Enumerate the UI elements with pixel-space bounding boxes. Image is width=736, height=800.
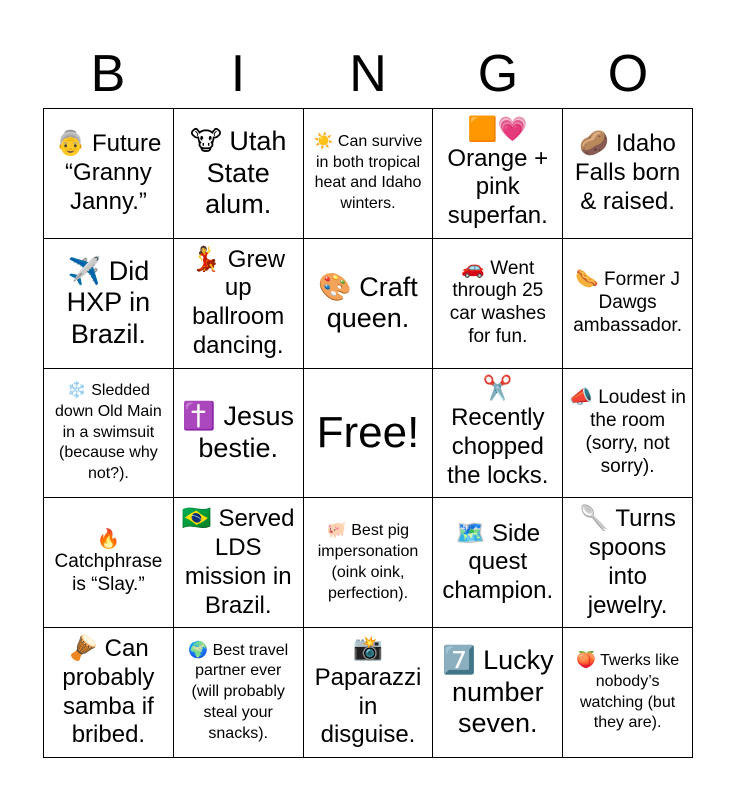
cell-text: ❄️ Sledded down Old Main in a swimsuit (because why not?). <box>55 382 162 483</box>
cell-text: 7️⃣ Lucky number seven. <box>441 645 554 739</box>
bingo-cell[interactable] <box>563 369 693 499</box>
cell-text: 🟧💗 Orange + pink superfan. <box>447 115 549 230</box>
bingo-cell[interactable] <box>563 498 693 628</box>
bingo-cell[interactable] <box>174 369 304 499</box>
cell-text: 🐖 Best pig impersonation (oink oink, perfection). <box>317 522 419 602</box>
bingo-cell[interactable] <box>174 628 304 758</box>
header-letter-i: I <box>230 45 246 103</box>
cell-text: 👵 Future “Granny Janny.” <box>55 130 162 215</box>
cell-text: 🌭 Former J Dawgs ambassador. <box>573 269 682 336</box>
bingo-header <box>43 40 693 108</box>
bingo-cell[interactable] <box>304 109 434 239</box>
cell-text: ✈️ Did HXP in Brazil. <box>66 255 151 349</box>
cell-text: ☀️ Can survive in both tropical heat and Idaho winters. <box>313 132 423 213</box>
cell-text: ✝️ Jesus bestie. <box>182 401 295 463</box>
cell-text: 🌍 Best travel partner ever (will probably steal your snacks). <box>188 641 289 742</box>
bingo-cell[interactable] <box>174 109 304 239</box>
header-letter-n: N <box>349 45 387 103</box>
bingo-cell[interactable] <box>44 109 174 239</box>
cell-text: 💃 Grew up ballroom dancing. <box>191 245 286 359</box>
bingo-cell[interactable] <box>433 109 563 239</box>
cell-text: 🍑 Twerks like nobody’s watching (but they are). <box>575 652 680 732</box>
cell-text: 🚗 Went through 25 car washes for fun. <box>449 257 546 347</box>
cell-text: 🥔 Idaho Falls born & raised. <box>574 130 681 215</box>
cell-text: 🐮 Utah State alum. <box>189 126 287 220</box>
bingo-board <box>43 108 693 758</box>
header-letter-g: G <box>477 45 519 103</box>
bingo-cell[interactable] <box>563 628 693 758</box>
free-space-text: Free! <box>316 407 420 457</box>
cell-text: 🎨 Craft queen. <box>318 271 418 334</box>
bingo-cell[interactable] <box>44 628 174 758</box>
free-space-cell[interactable] <box>304 369 434 499</box>
cell-text: 🇧🇷 Served LDS mission in Brazil. <box>181 505 295 619</box>
bingo-cell[interactable] <box>304 498 434 628</box>
bingo-cell[interactable] <box>563 109 693 239</box>
bingo-cell[interactable] <box>174 239 304 369</box>
cell-text: 🗺️ Side quest champion. <box>442 519 554 605</box>
bingo-cell[interactable] <box>433 628 563 758</box>
bingo-cell[interactable] <box>433 239 563 369</box>
header-letter-o: O <box>607 45 649 103</box>
bingo-cell[interactable] <box>433 369 563 499</box>
bingo-cell[interactable] <box>44 239 174 369</box>
cell-text: 🥄 Turns spoons into jewelry. <box>579 505 676 619</box>
bingo-cell[interactable] <box>433 498 563 628</box>
bingo-cell[interactable] <box>44 498 174 628</box>
bingo-cell[interactable] <box>174 498 304 628</box>
cell-text: 🪘 Can probably samba if bribed. <box>62 635 155 749</box>
header-letter-b: B <box>90 45 126 103</box>
bingo-cell[interactable] <box>304 239 434 369</box>
bingo-cell[interactable] <box>563 239 693 369</box>
cell-text: 🔥 Catchphrase is “Slay.” <box>54 528 163 596</box>
cell-text: 📣 Loudest in the room (sorry, not sorry). <box>569 387 686 477</box>
bingo-cell[interactable] <box>44 369 174 499</box>
cell-text: 📸 Paparazzi in disguise. <box>314 635 422 749</box>
cell-text: ✂️ Recently chopped the locks. <box>447 375 549 489</box>
bingo-cell[interactable] <box>304 628 434 758</box>
